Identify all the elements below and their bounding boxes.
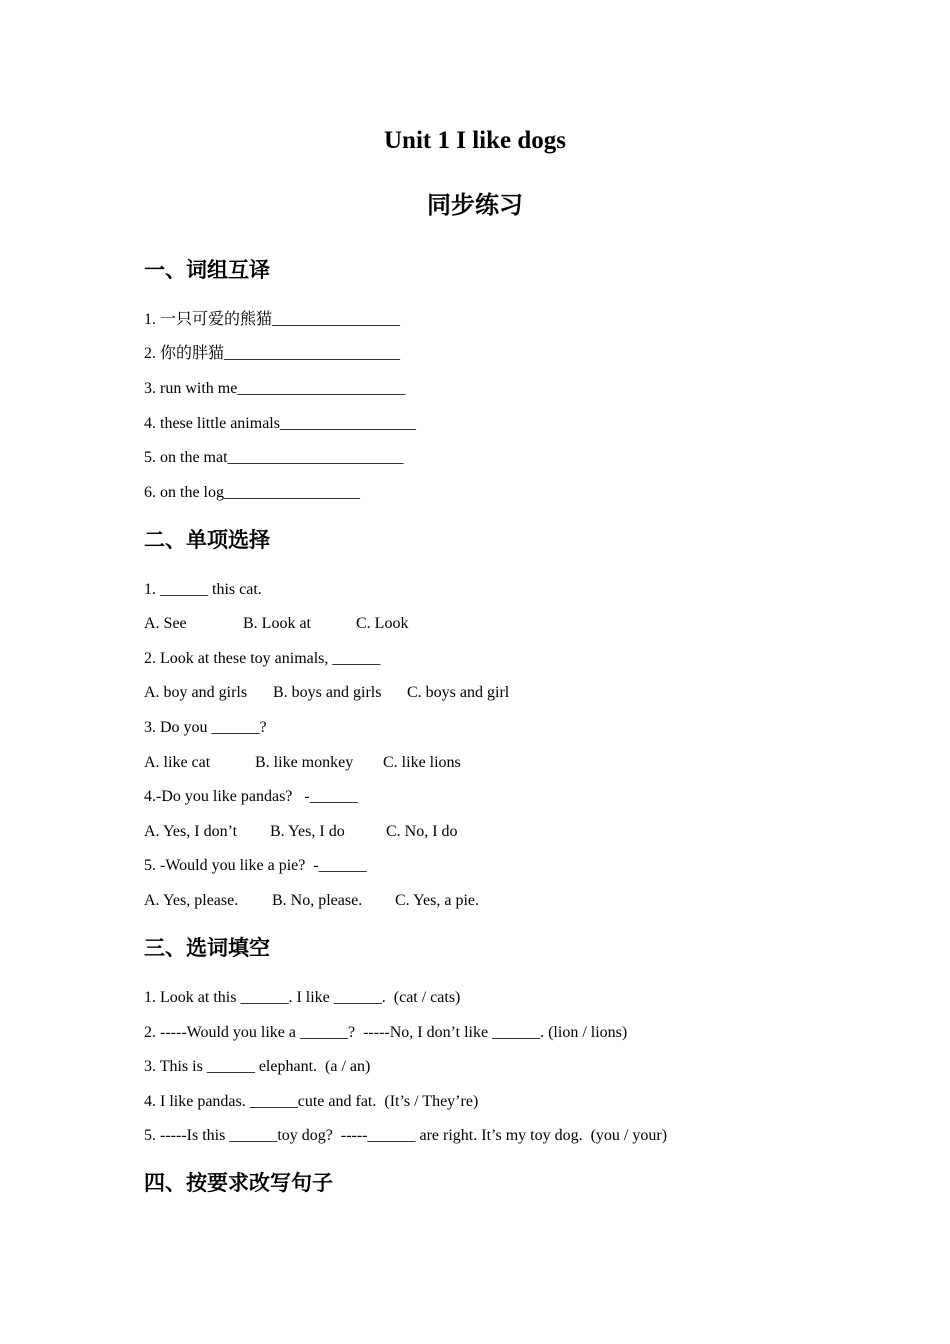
option-c: C. Yes, a pie. (395, 892, 480, 909)
fill-item-1: 1. Look at this ______. I like ______. (cat / cats) (144, 989, 461, 1006)
choice-question-3: 3. Do you ______? (144, 719, 267, 736)
option-b: B. Yes, I do (270, 823, 345, 840)
choice-options-5 (144, 891, 744, 911)
fill-item-2: 2. -----Would you like a ______? -----No, I don’t like ______. (lion / lions) (144, 1024, 628, 1041)
section-heading-rewrite-sentences: 四、按要求改写句子 (144, 1171, 333, 1195)
section-heading-fill-in-words: 三、选词填空 (144, 936, 270, 960)
option-a: A. boy and girls (144, 684, 248, 701)
worksheet-title: Unit 1 I like dogs (384, 127, 566, 154)
fill-item-3: 3. This is ______ elephant. (a / an) (144, 1058, 371, 1075)
choice-options-2 (144, 683, 744, 703)
option-a: A. Yes, I don’t (144, 823, 238, 840)
choice-question-5: 5. -Would you like a pie? -______ (144, 857, 367, 874)
choice-question-1: 1. ______ this cat. (144, 581, 262, 598)
section-heading-phrase-translation: 一、词组互译 (144, 258, 270, 282)
option-c: C. boys and girl (407, 684, 510, 701)
choice-options-1 (144, 614, 744, 634)
choice-options-4 (144, 822, 744, 842)
choice-options-3 (144, 753, 744, 773)
choice-question-2: 2. Look at these toy animals, ______ (144, 650, 381, 667)
section-heading-multiple-choice: 二、单项选择 (144, 528, 270, 552)
option-c: C. No, I do (386, 823, 458, 840)
fill-item-4: 4. I like pandas. ______cute and fat. (It’s / They’re) (144, 1093, 479, 1110)
option-a: A. Yes, please. (144, 892, 239, 909)
option-b: B. like monkey (255, 754, 354, 771)
option-c: C. like lions (383, 754, 461, 771)
option-a: A. like cat (144, 754, 211, 771)
option-b: B. No, please. (272, 892, 363, 909)
phrase-item-4: 4. these little animals_________________ (144, 415, 416, 432)
option-b: B. Look at (243, 615, 311, 632)
choice-question-4: 4.-Do you like pandas? -______ (144, 788, 358, 805)
phrase-item-1: 1. 一只可爱的熊猫________________ (144, 311, 401, 328)
phrase-item-3: 3. run with me_____________________ (144, 380, 406, 397)
fill-item-5: 5. -----Is this ______toy dog? -----______ are right. It’s my toy dog. (you / your) (144, 1127, 668, 1144)
phrase-item-5: 5. on the mat______________________ (144, 449, 404, 466)
worksheet-subtitle: 同步练习 (427, 191, 523, 219)
phrase-item-2: 2. 你的胖猫______________________ (144, 345, 401, 362)
phrase-item-6: 6. on the log_________________ (144, 484, 360, 501)
option-c: C. Look (356, 615, 409, 632)
option-a: A. See (144, 615, 187, 632)
option-b: B. boys and girls (273, 684, 382, 701)
